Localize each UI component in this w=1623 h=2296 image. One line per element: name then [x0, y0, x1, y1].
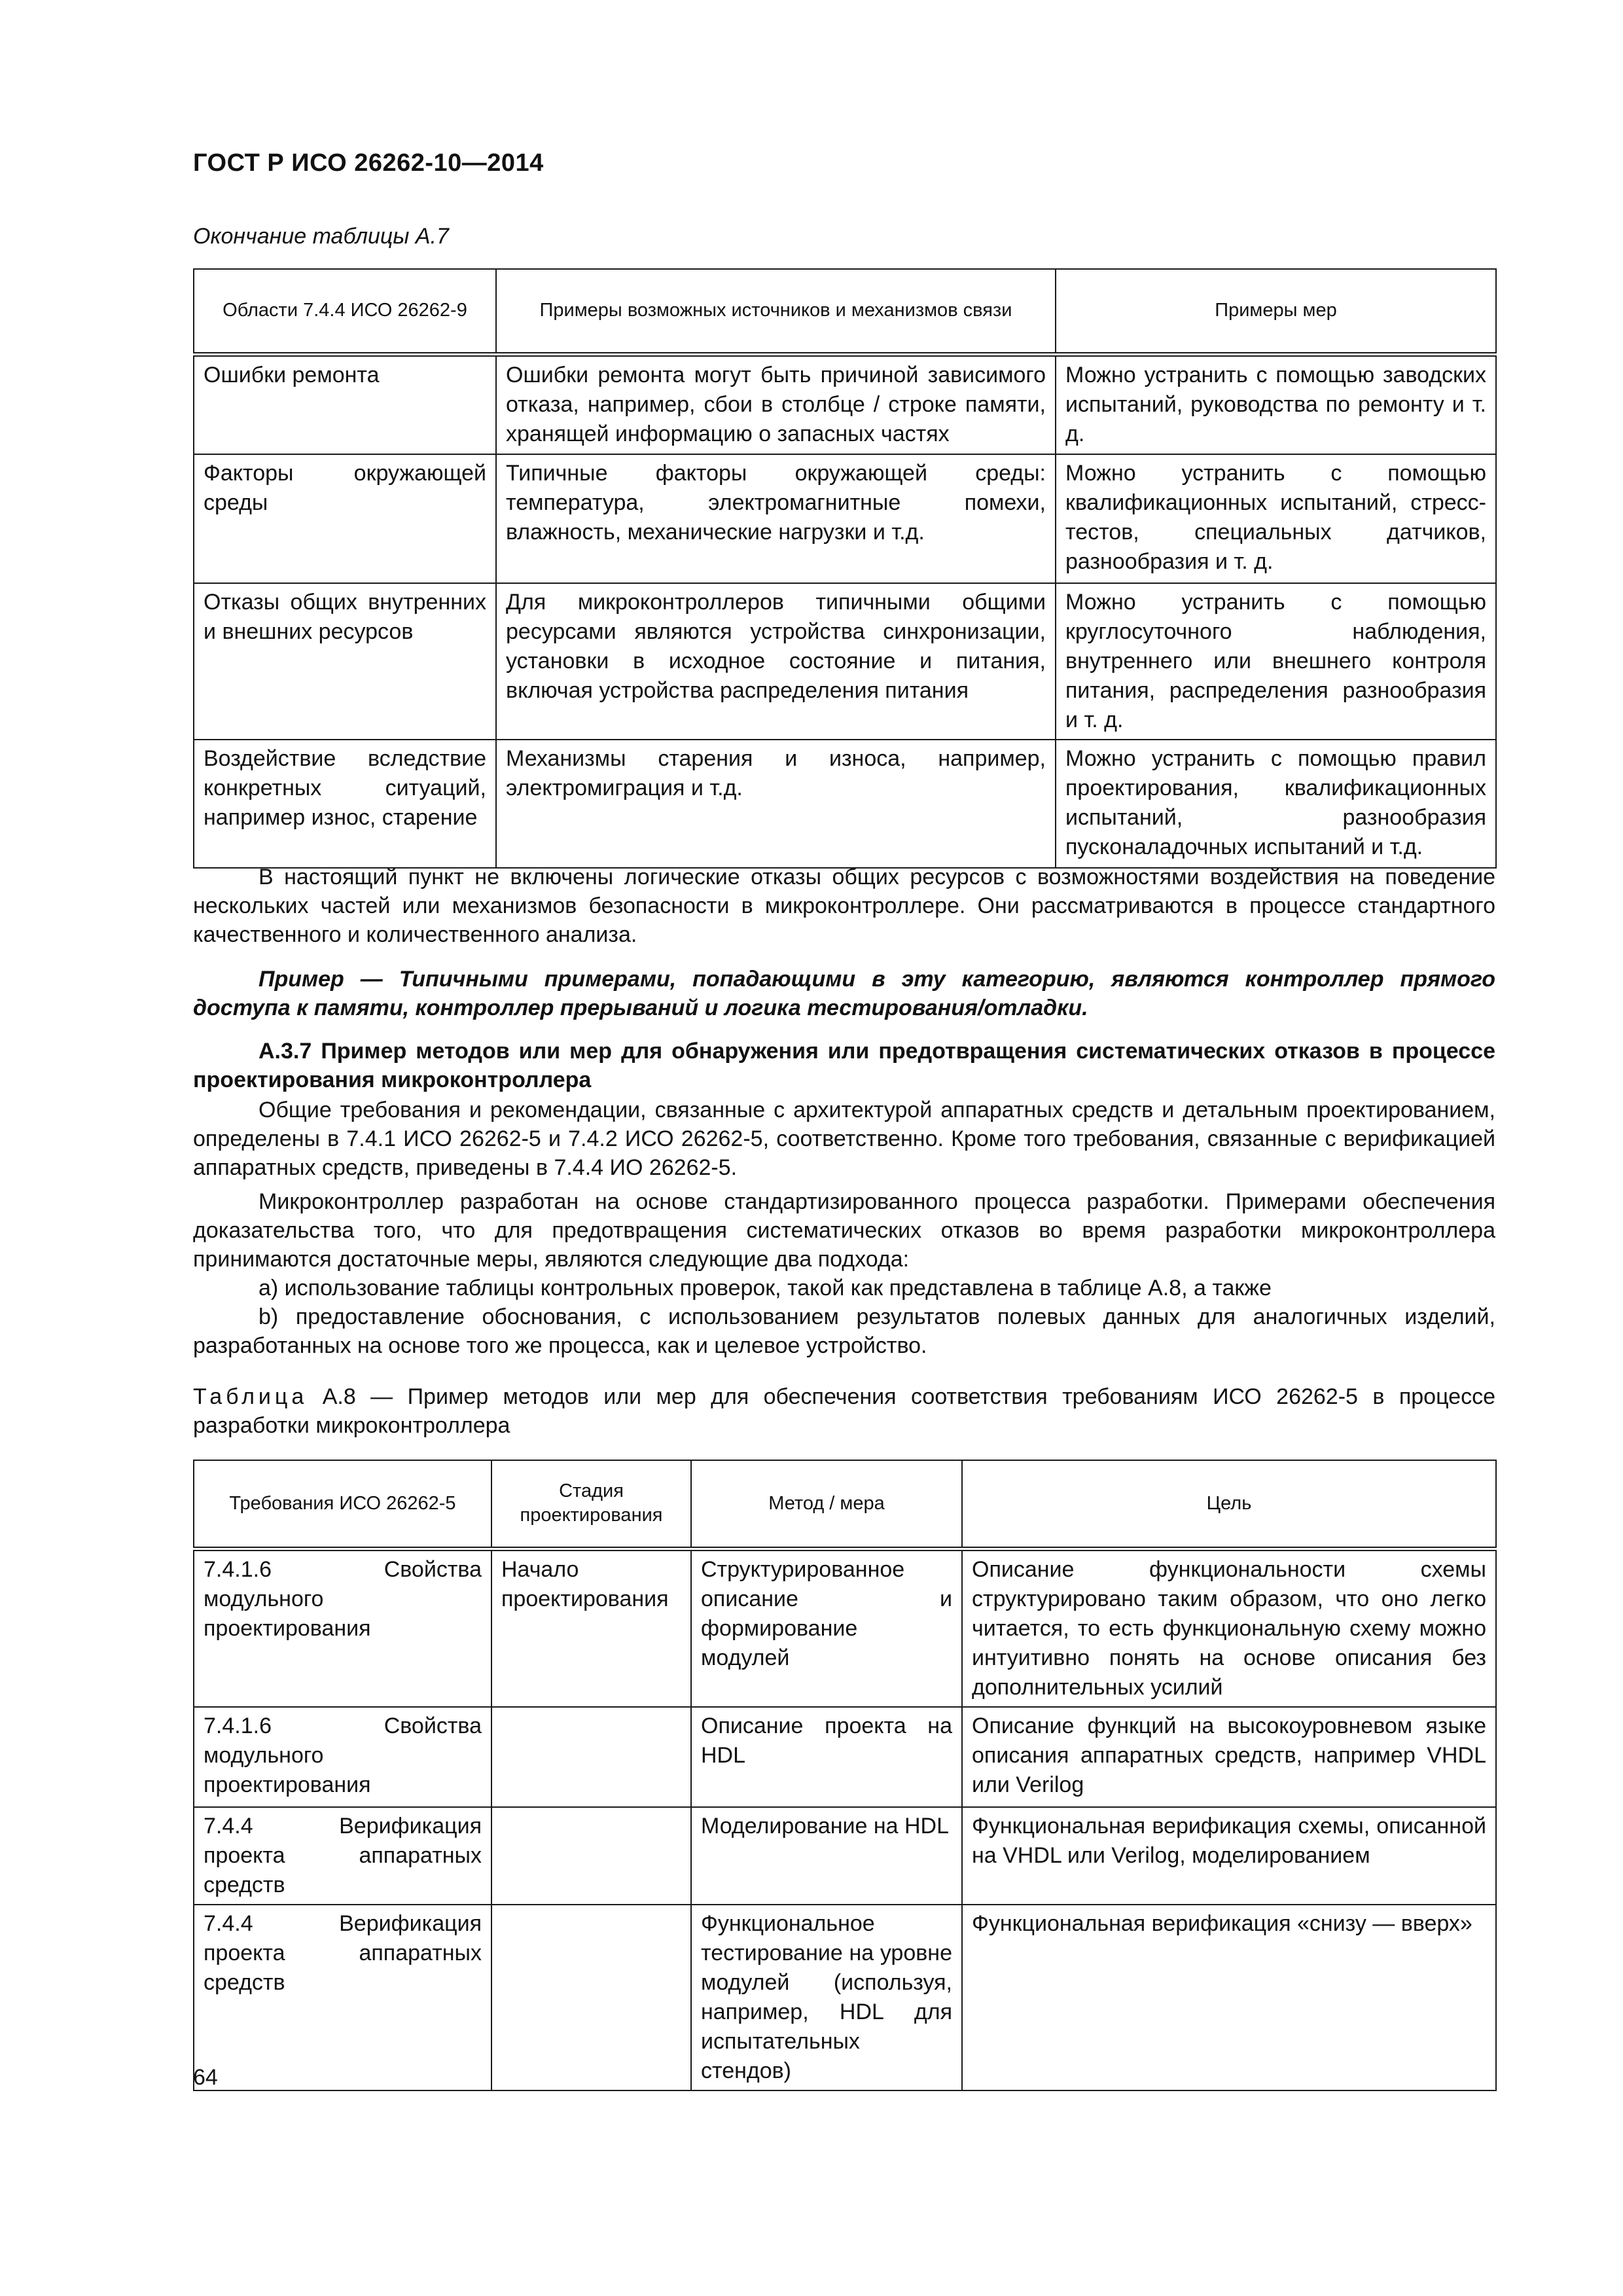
document-header: ГОСТ Р ИСО 26262-10—2014	[193, 149, 544, 177]
table-cell: 7.4.4 Верификация проекта аппаратных средств	[194, 1905, 491, 2090]
table-cell: Структурированное описание и формирование модулей	[691, 1549, 962, 1707]
table2-caption	[193, 1382, 1495, 1440]
table-a8	[193, 1460, 1497, 2091]
table-cell: Типичные факторы окружающей среды: температура, электромагнитные помехи, влажность, механические нагрузки и т.д.	[496, 454, 1056, 583]
page-number: 64	[193, 2065, 218, 2090]
column-header: Цель	[962, 1460, 1496, 1549]
table-cell: 7.4.4 Верификация проекта аппаратных средств	[194, 1807, 491, 1905]
table-cell	[491, 1807, 691, 1905]
column-header: Примеры возможных источников и механизмов связи	[496, 269, 1056, 354]
table-row	[194, 354, 1496, 454]
table-cell: Механизмы старения и износа, например, электромиграция и т.д.	[496, 740, 1056, 868]
list-item-a: a) использование таблицы контрольных проверок, такой как представлена в таблице А.8, а также	[259, 1276, 1272, 1300]
table-cell: Описание функций на высокоуровневом языке описания аппаратных средств, например VHDL или Verilog	[962, 1707, 1496, 1807]
table-cell: Моделирование на HDL	[691, 1807, 962, 1905]
table-cell	[491, 1905, 691, 2090]
table-cell: Функциональная верификация схемы, описанной на VHDL или Verilog, моделированием	[962, 1807, 1496, 1905]
table-cell	[491, 1707, 691, 1807]
table-cell: Ошибки ремонта	[194, 354, 496, 454]
table-cell: Ошибки ремонта могут быть причиной зависимого отказа, например, сбои в столбце / строке памяти, хранящей информацию о запасных частях	[496, 354, 1056, 454]
section-heading: А.3.7 Пример методов или мер для обнаружения или предотвращения систематических отказов в процессе проектирования микроконтроллера	[193, 1039, 1495, 1092]
table-cell: Для микроконтроллеров типичными общими ресурсами являются устройства синхронизации, установки в исходное состояние и питания, включая устройства распределения питания	[496, 583, 1056, 740]
example-note: Пример — Типичными примерами, попадающими в эту категорию, являются контроллер прямого доступа к памяти, контроллер прерываний и логика тестирования/отладки.	[193, 967, 1495, 1020]
paragraph: Микроконтроллер разработан на основе стандартизированного процесса разработки. Примерами обеспечения доказательства того, что для предотвращения систематических отказов во время разработки микроконтроллера принимаются достаточные меры, являются следующие два подхода:	[193, 1189, 1495, 1272]
table-row	[194, 740, 1496, 868]
table-cell: 7.4.1.6 Свойства модульного проектирования	[194, 1549, 491, 1707]
column-header: Метод / мера	[691, 1460, 962, 1549]
table-row	[194, 1905, 1496, 2090]
table-header-row	[194, 1460, 1496, 1549]
table-row	[194, 454, 1496, 583]
table-cell: Описание функциональности схемы структурировано таким образом, что оно легко читается, то есть функциональную схему можно интуитивно понять на основе описания без дополнительных усилий	[962, 1549, 1496, 1707]
table-header-row	[194, 269, 1496, 354]
table-cell: Функциональное тестирование на уровне модулей (используя, например, HDL для испытательных стендов)	[691, 1905, 962, 2090]
table-row	[194, 1807, 1496, 1905]
table-label: Таблица	[193, 1384, 308, 1409]
table-cell: Можно устранить с помощью круглосуточного наблюдения, внутреннего или внешнего контроля питания, распределения разнообразия и т. д.	[1056, 583, 1496, 740]
table-cell: Можно устранить с помощью заводских испытаний, руководства по ремонту и т. д.	[1056, 354, 1496, 454]
paragraph: Общие требования и рекомендации, связанные с архитектурой аппаратных средств и детальным проектированием, определены в 7.4.1 ИСО 26262-5 и 7.4.2 ИСО 26262-5, соответственно. Кроме того требования, связанные с верификацией аппаратных средств, приведены в 7.4.4 ИО 26262-5.	[193, 1098, 1495, 1180]
column-header: Области 7.4.4 ИСО 26262-9	[194, 269, 496, 354]
column-header: Требования ИСО 26262-5	[194, 1460, 491, 1549]
table1-caption: Окончание таблицы А.7	[193, 224, 449, 249]
table-caption-text: А.8 — Пример методов или мер для обеспечения соответствия требованиям ИСО 26262-5 в процессе разработки микроконтроллера	[193, 1384, 1495, 1438]
table-cell: Факторы окружающей среды	[194, 454, 496, 583]
list-item-b: b) предоставление обоснования, с использованием результатов полевых данных для аналогичных изделий, разработанных на основе того же процесса, как и целевое устройство.	[193, 1304, 1495, 1358]
column-header: Примеры мер	[1056, 269, 1496, 354]
table-a7	[193, 268, 1497, 869]
table-cell: Можно устранить с помощью правил проектирования, квалификационных испытаний, разнообразия пусконаладочных испытаний и т.д.	[1056, 740, 1496, 868]
table-cell: Описание проекта на HDL	[691, 1707, 962, 1807]
column-header: Стадия проектирования	[491, 1460, 691, 1549]
table-cell: Функциональная верификация «снизу — вверх»	[962, 1905, 1496, 2090]
paragraph: В настоящий пункт не включены логические отказы общих ресурсов с возможностями воздействия на поведение нескольких частей или механизмов безопасности в микроконтроллере. Они рассматриваются в процессе стандартного качественного и количественного анализа.	[193, 865, 1495, 947]
table-row	[194, 1549, 1496, 1707]
table-cell: Отказы общих внутренних и внешних ресурсов	[194, 583, 496, 740]
table-cell: Можно устранить с помощью квалификационных испытаний, стресс-тестов, специальных датчиков, разнообразия и т. д.	[1056, 454, 1496, 583]
table-cell: 7.4.1.6 Свойства модульного проектирования	[194, 1707, 491, 1807]
table-row	[194, 1707, 1496, 1807]
table-row	[194, 583, 1496, 740]
table-cell: Начало проектирования	[491, 1549, 691, 1707]
table-cell: Воздействие вследствие конкретных ситуаций, например износ, старение	[194, 740, 496, 868]
